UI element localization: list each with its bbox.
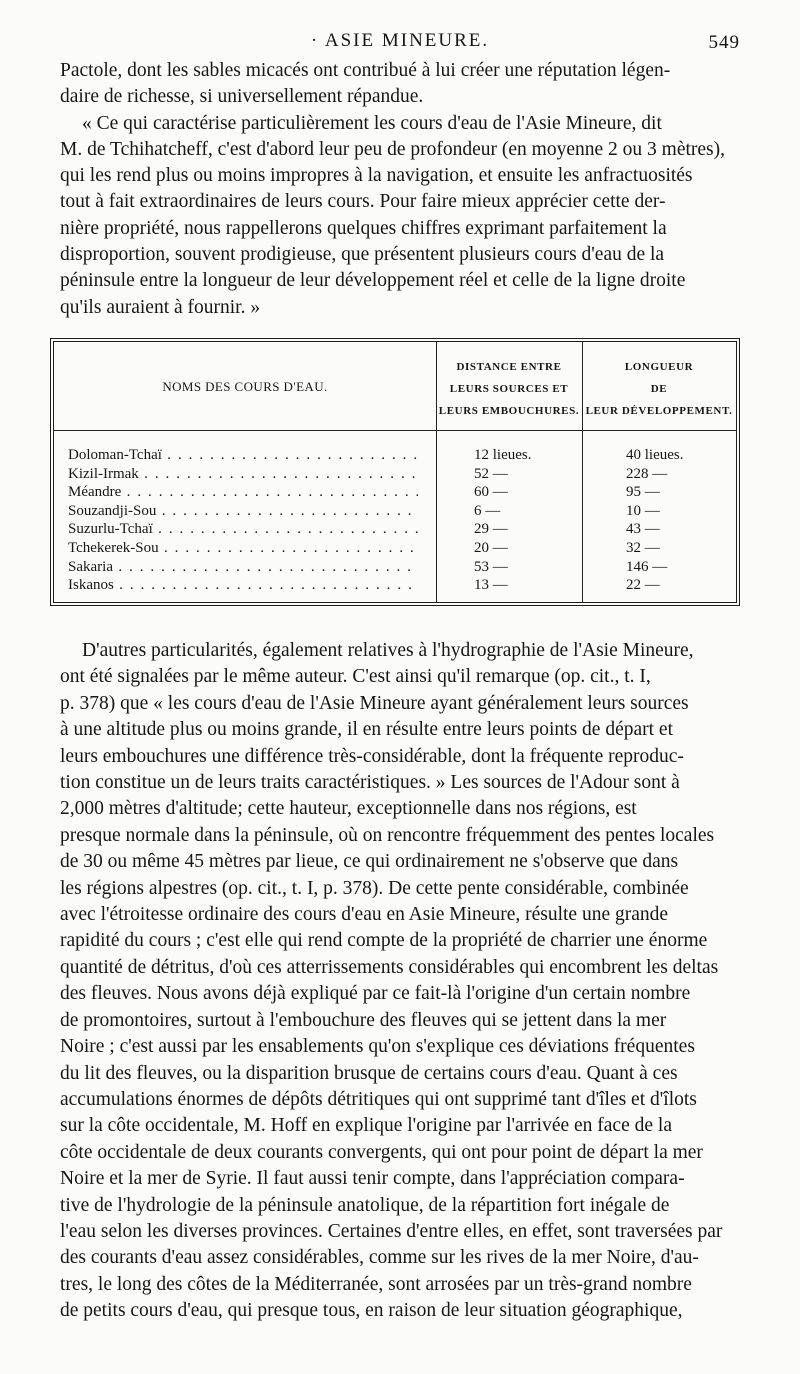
river-distance: 52 — xyxy=(474,465,508,482)
river-name: Iskanos . . . xyxy=(68,576,418,594)
text-line: côte occidentale de deux courants convergents, qui ont pour point de départ la mer xyxy=(60,1141,703,1163)
text-line: des fleuves. Nous avons déjà expliqué par ce fait-là l'origine d'un certain nombre xyxy=(60,983,691,1005)
text-line: tres, le long des côtes de la Méditerranée, sont arrosées par un très-grand nombre xyxy=(60,1273,692,1295)
text-line: sur la côte occidentale, M. Hoff en explique l'origine par l'arrivée en face de la xyxy=(60,1115,672,1137)
river-distance: 13 — xyxy=(474,577,508,594)
text-line: Noire et la mer de Syrie. Il faut aussi tenir compte, dans l'appréciation compara- xyxy=(60,1168,685,1190)
text-line: tive de l'hydrologie de la péninsule anatolique, de la répartition fort inégale de xyxy=(60,1194,670,1216)
header-rule xyxy=(54,430,736,431)
text-line: M. de Tchihatcheff, c'est d'abord leur peu de profondeur (en moyenne 2 ou 3 mètres), xyxy=(60,138,726,160)
table-row xyxy=(54,465,736,484)
text-line: daire de richesse, si universellement répandue. xyxy=(60,86,424,108)
text-line: qu'ils auraient à fournir. » xyxy=(60,296,261,318)
river-distance: 20 — xyxy=(474,539,508,556)
text-line: accumulations énormes de dépôts détritiques qui ont supprimé tant d'îles et d'îlots xyxy=(60,1088,697,1110)
text-line: ont été signalées par le même auteur. C'est ainsi qu'il remarque (op. cit., t. I, xyxy=(60,666,651,688)
text-line: disproportion, souvent prodigieuse, que présentent plusieurs cours d'eau de la xyxy=(60,244,665,266)
text-line: des courants d'eau assez considérables, comme sur les rives de la mer Noire, d'au- xyxy=(60,1247,699,1269)
text-line: D'autres particularités, également relatives à l'hydrographie de l'Asie Mineure, xyxy=(82,640,694,661)
river-distance: 60 — xyxy=(474,484,508,501)
rivers-table xyxy=(50,338,740,606)
text-line: du lit des fleuves, ou la disparition brusque de certains cours d'eau. Quant à ces xyxy=(60,1062,678,1084)
header-length-line: DE xyxy=(650,383,668,395)
text-line: presque normale dans la péninsule, où on rencontre fréquemment des pentes locales xyxy=(60,824,715,846)
text-line: p. 378) que « les cours d'eau de l'Asie Mineure ayant généralement leurs sources xyxy=(60,692,689,714)
text-line: les régions alpestres (op. cit., t. I, p. 378). De cette pente considérable, combinée xyxy=(60,877,689,899)
river-name: Kizil-Irmak . . . xyxy=(68,465,418,483)
page-number: 549 xyxy=(708,32,740,53)
river-length: 10 — xyxy=(626,502,660,519)
running-head-title: · ASIE MINEURE. xyxy=(310,30,490,51)
paragraph-hydrography xyxy=(60,638,740,1325)
header-distance xyxy=(436,356,582,422)
river-name: Suzurlu-Tchaï . . . xyxy=(68,520,418,538)
river-name: Méandre . . . xyxy=(68,483,418,501)
paragraph-intro xyxy=(60,58,740,321)
river-name: Souzandji-Sou . . . xyxy=(68,502,418,520)
text-line: quantité de détritus, d'où ces atterrissements considérables qui encombrent les deltas xyxy=(60,956,719,978)
river-length: 40 lieues. xyxy=(626,447,684,463)
table-row xyxy=(54,483,736,502)
table-row xyxy=(54,539,736,558)
text-line: nière propriété, nous rappellerons quelques chiffres exprimant parfaitement la xyxy=(60,217,667,239)
river-length: 22 — xyxy=(626,577,660,594)
header-river-names: NOMS DES COURS D'EAU. xyxy=(162,379,328,394)
river-distance: 6 — xyxy=(474,502,501,519)
table-body xyxy=(54,446,736,595)
text-line: rapidité du cours ; c'est elle qui rend compte de la propriété de charrier une énorme xyxy=(60,930,708,952)
text-line: 2,000 mètres d'altitude; cette hauteur, exceptionnelle dans nos régions, est xyxy=(60,798,637,820)
text-line: Pactole, dont les sables micacés ont contribué à lui créer une réputation légen- xyxy=(60,60,671,81)
river-length: 228 — xyxy=(626,465,668,482)
running-head xyxy=(60,30,740,60)
river-name: Doloman-Tchaï . . . xyxy=(68,446,418,464)
header-distance-line: LEURS SOURCES ET xyxy=(449,383,569,395)
text-line: « Ce qui caractérise particulièrement les cours d'eau de l'Asie Mineure, dit xyxy=(82,112,662,134)
river-distance: 12 lieues. xyxy=(474,447,532,463)
table-row xyxy=(54,446,736,465)
header-distance-line: LEURS EMBOUCHURES. xyxy=(438,405,580,417)
table-row xyxy=(54,520,736,539)
table-row xyxy=(54,502,736,521)
river-name: Sakaria . . . xyxy=(68,558,418,576)
river-distance: 29 — xyxy=(474,521,508,538)
text-line: qui les rend plus ou moins impropres à la navigation, et ensuite les anfractuosités xyxy=(60,165,693,187)
text-line: leurs embouchures une différence très-considérable, dont la fréquente reproduc- xyxy=(60,745,684,767)
river-name: Tchekerek-Sou . . . xyxy=(68,539,418,557)
text-line: de 30 ou même 45 mètres par lieue, ce qui ordinairement ne s'observe que dans xyxy=(60,851,679,873)
text-line: tout à fait extraordinaires de leurs cours. Pour faire mieux apprécier cette der- xyxy=(60,191,666,213)
text-line: de promontoires, surtout à l'embouchure des fleuves qui se jettent dans la mer xyxy=(60,1009,667,1031)
text-line: avec l'étroitesse ordinaire des cours d'eau en Asie Mineure, résulte une grande xyxy=(60,904,669,926)
text-line: de petits cours d'eau, qui presque tous, en raison de leur situation géographique, xyxy=(60,1300,683,1322)
header-length-line: LONGUEUR xyxy=(624,361,694,373)
text-line: tion constitue un de leurs traits caractéristiques. » Les sources de l'Adour sont à xyxy=(60,772,680,794)
river-length: 32 — xyxy=(626,539,660,556)
header-length-line: LEUR DÉVELOPPEMENT. xyxy=(585,405,733,417)
text-line: l'eau selon les diverses provinces. Certaines d'entre elles, en effet, sont traversées par xyxy=(60,1220,723,1242)
text-line: péninsule entre la longueur de leur développement réel et celle de la ligne droite xyxy=(60,270,686,292)
text-line: Noire ; c'est aussi par les ensablements qu'on s'explique ces déviations fréquentes xyxy=(60,1036,695,1058)
text-line: à une altitude plus ou moins grande, il en résulte entre leurs points de départ et xyxy=(60,719,673,741)
table-row xyxy=(54,558,736,577)
river-distance: 53 — xyxy=(474,558,508,575)
river-length: 95 — xyxy=(626,484,660,501)
header-distance-line: DISTANCE ENTRE xyxy=(456,361,562,373)
table-row xyxy=(54,576,736,595)
river-length: 146 — xyxy=(626,558,668,575)
river-length: 43 — xyxy=(626,521,660,538)
header-length xyxy=(582,356,736,422)
